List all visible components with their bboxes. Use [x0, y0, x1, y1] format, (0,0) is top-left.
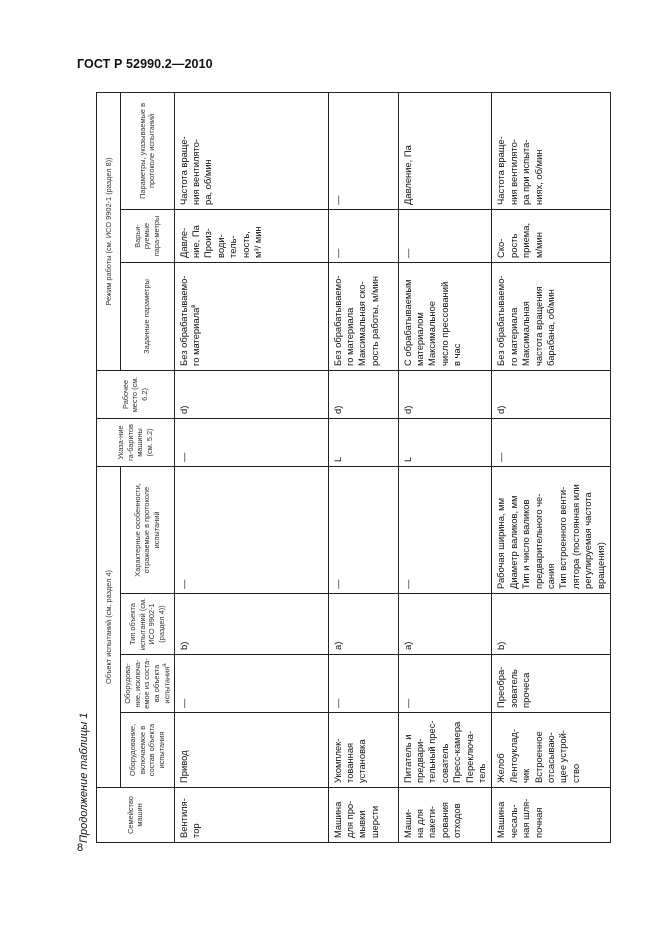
cell-dimensions: L	[398, 418, 492, 466]
cell-excluded: —	[398, 655, 492, 713]
header-object-type: Тип объекта испытаний (см. ИСО 9902-1 (раздел 4))	[121, 594, 175, 655]
cell-excluded: —	[328, 655, 398, 713]
cell-protocol: Давление, Па	[398, 92, 492, 209]
cell-workplace: d)	[492, 370, 611, 418]
header-equipment-included: Оборудование, включаемое в состав объекта испытания	[121, 713, 175, 788]
cell-set-params: С обрабатываемым материалом Максимальное число прессований в час	[398, 262, 492, 370]
cell-varied: Давле- ние, Па Произ- води- тель- ность, м³/ мин	[174, 209, 328, 262]
cell-characteristics: Рабочая ширина, мм Диаметр валиков, мм Тип и число валиков предварительного че- сания Тип встроенного венти- лятора (постоянная или регулируемая частота вращения)	[492, 466, 611, 593]
cell-protocol: Частота враще- ния вентилято- ра, об/мин	[174, 92, 328, 209]
header-test-object: Объект испытаний (см. раздел 4)	[97, 466, 121, 787]
cell-workplace: d)	[328, 370, 398, 418]
cell-varied: —	[328, 209, 398, 262]
cell-dimensions: —	[174, 418, 328, 466]
cell-set-params: Без обрабатываемо- го материала$^в$	[174, 262, 328, 370]
cell-set-params: Без обрабатываемо- го материала Максимальная ско- рость работы, м/мин	[328, 262, 398, 370]
cell-included: Питатель и предвари- тельный прес- сователь Пресс-камера Переключа- тель	[398, 713, 492, 788]
table-row	[492, 92, 611, 842]
cell-included: Укомплек- тованная установка	[328, 713, 398, 788]
header-equipment-excluded: Оборудова-ние, исключа-емое из соста-ва объекта испытания$^a$	[121, 655, 175, 713]
header-protocol-params: Параметры, указываемые в протоколе испытаний	[121, 92, 175, 209]
cell-family: Вентиля- тор	[174, 788, 328, 843]
header-row-2	[121, 92, 175, 842]
table-row	[328, 92, 398, 842]
cell-protocol: —	[328, 92, 398, 209]
cell-workplace: d)	[398, 370, 492, 418]
machines-table	[96, 92, 611, 843]
cell-dimensions: L	[328, 418, 398, 466]
rotated-table-container	[78, 93, 606, 843]
cell-varied: Ско- рость приема, м/мин	[492, 209, 611, 262]
header-row-1	[97, 92, 121, 842]
cell-type: a)	[398, 594, 492, 655]
header-varied-params: Варьи-руемые пара-метры	[121, 209, 175, 262]
cell-set-params: Без обрабатываемо- го материала Максимальная частота вращения барабана, об/мин	[492, 262, 611, 370]
cell-family: Машина чесаль- ная шля- почная	[492, 788, 611, 843]
header-family: Семейство машин	[97, 788, 175, 843]
cell-protocol: Частота враще- ния вентилято- ра при испыта- ниях, об/мин	[492, 92, 611, 209]
header-set-params: Заданные параметры	[121, 262, 175, 370]
cell-included: Привод	[174, 713, 328, 788]
cell-type: b)	[174, 594, 328, 655]
header-dimensions: Указа-ние га-баритов машины (см. 5.2)	[97, 418, 175, 466]
document-standard-title: ГОСТ Р 52990.2—2010	[77, 57, 213, 71]
cell-characteristics: —	[328, 466, 398, 593]
cell-type: b)	[492, 594, 611, 655]
cell-included: Желоб Лентоуклад- чик Встроенное отсасываю- щее устрой- ство	[492, 713, 611, 788]
cell-excluded: —	[174, 655, 328, 713]
cell-workplace: d)	[174, 370, 328, 418]
cell-family: Маши- на для пакети- рования отходов	[398, 788, 492, 843]
cell-characteristics: —	[174, 466, 328, 593]
cell-dimensions: —	[492, 418, 611, 466]
header-workplace: Рабочее место (см. 6.2)	[97, 370, 175, 418]
header-mode: Режим работы (см. ИСО 9902-1 (раздел 8))	[97, 92, 121, 370]
cell-characteristics: —	[398, 466, 492, 593]
page-number: 8	[77, 842, 84, 854]
cell-varied: —	[398, 209, 492, 262]
table-row	[174, 92, 328, 842]
cell-type: a)	[328, 594, 398, 655]
table-row	[398, 92, 492, 842]
header-characteristics: Характерные особенности, отражаемые в протоколе испытаний	[121, 466, 175, 593]
cell-excluded: Преобра- зователь прочеса	[492, 655, 611, 713]
table-caption: Продолжение таблицы 1	[78, 712, 90, 843]
cell-family: Машина для про- мывки шерсти	[328, 788, 398, 843]
